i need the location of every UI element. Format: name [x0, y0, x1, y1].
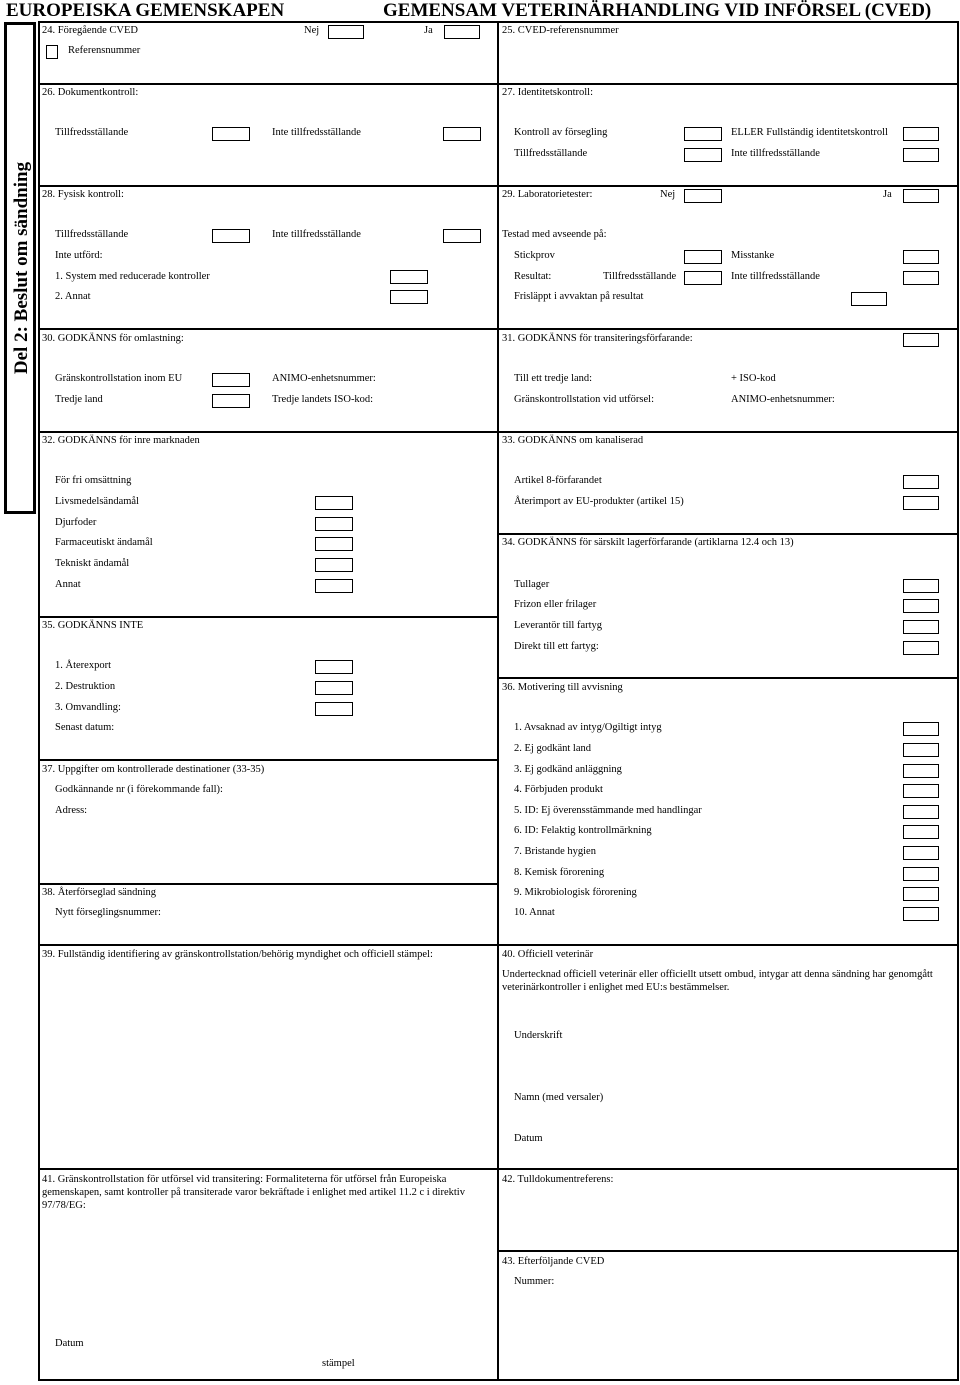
- rule-6: [38, 616, 498, 618]
- s29-notok-label: Inte tillfredsställande: [731, 271, 820, 282]
- s36-item-6-checkbox[interactable]: [903, 825, 939, 839]
- s33-reimport-checkbox[interactable]: [903, 496, 939, 510]
- rule-11: [38, 1168, 959, 1170]
- s32-food-checkbox[interactable]: [315, 496, 353, 510]
- s29-ja-checkbox[interactable]: [903, 189, 939, 203]
- s28-notok-checkbox[interactable]: [443, 229, 481, 243]
- header-right: GEMENSAM VETERINÄRHANDLING VID INFÖRSEL (CVED): [383, 0, 932, 21]
- s41-date-label: Datum: [55, 1338, 84, 1349]
- s36-item-5: 5. ID: Ej överensstämmande med handlingar: [514, 805, 702, 816]
- rule-2: [38, 185, 959, 187]
- s38-title: 38. Återförseglad sändning: [42, 887, 157, 898]
- s32-free-label: För fri omsättning: [55, 475, 132, 486]
- side-label: Del 2: Beslut om sändning: [11, 161, 32, 375]
- s28-reduced-checkbox[interactable]: [390, 270, 428, 284]
- rule-7: [498, 677, 959, 679]
- s24-ref-checkbox[interactable]: [46, 45, 58, 59]
- s32-feed-checkbox[interactable]: [315, 517, 353, 531]
- s42-title: 42. Tulldokumentreferens:: [502, 1174, 614, 1185]
- s24-ref-label: Referensnummer: [68, 45, 141, 56]
- s28-ok-checkbox[interactable]: [212, 229, 250, 243]
- s36-item-7-checkbox[interactable]: [903, 846, 939, 860]
- s41-stamp-label: stämpel: [322, 1358, 355, 1369]
- rule-9: [38, 883, 498, 885]
- s34-freezone-checkbox[interactable]: [903, 599, 939, 613]
- s29-nej-label: Nej: [660, 189, 676, 200]
- s24-title: 24. Föregående CVED: [42, 25, 138, 36]
- s30-bip-label: Gränskontrollstation inom EU: [55, 373, 183, 384]
- s36-item-6: 6. ID: Felaktig kontrollmärkning: [514, 825, 652, 836]
- s41-text: 41. Gränskontrollstation för utförsel vid transitering: Formaliteterna för utförsel från Europeiska gemenskapen, samt kontroller på transiterade varor bekräftade i enlighet med artikel 11.2 c i direktiv 97/78/EG:: [42, 1174, 465, 1211]
- s34-supplier-checkbox[interactable]: [903, 620, 939, 634]
- s32-title: 32. GODKÄNNS för inre marknaden: [42, 435, 200, 446]
- s34-customs-label: Tullager: [514, 579, 550, 590]
- s36-item-5-checkbox[interactable]: [903, 805, 939, 819]
- s31-iso-label: + ISO-kod: [731, 373, 776, 384]
- s34-title: 34. GODKÄNNS för särskilt lagerförfarande (artiklarna 12.4 och 13): [502, 537, 794, 548]
- s26-ok-checkbox[interactable]: [212, 127, 250, 141]
- s35-destruction-label: 2. Destruktion: [55, 681, 116, 692]
- s27-full-label: ELLER Fullständig identitetskontroll: [731, 127, 888, 138]
- s34-supplier-label: Leverantör till fartyg: [514, 620, 603, 631]
- s26-title: 26. Dokumentkontroll:: [42, 87, 139, 98]
- s40-statement: Undertecknad officiell veterinär eller officiellt utsett ombud, intygar att denna sändning har genomgått veterinärkontroller i enlighet med EU:s bestämmelser.: [502, 969, 933, 993]
- s26-notok-checkbox[interactable]: [443, 127, 481, 141]
- s30-bip-checkbox[interactable]: [212, 373, 250, 387]
- s36-item-4-checkbox[interactable]: [903, 784, 939, 798]
- s33-art8-checkbox[interactable]: [903, 475, 939, 489]
- s40-date-label: Datum: [514, 1133, 543, 1144]
- s40-name-label: Namn (med versaler): [514, 1092, 604, 1103]
- s27-ok-checkbox[interactable]: [684, 148, 722, 162]
- s26-ok-label: Tillfredsställande: [55, 127, 129, 138]
- s29-result-label: Resultat:: [514, 271, 552, 282]
- rule-5: [498, 533, 959, 535]
- s28-reduced-label: 1. System med reducerade kontroller: [55, 271, 210, 282]
- s33-reimport-label: Återimport av EU-produkter (artikel 15): [514, 496, 684, 507]
- s29-notok-checkbox[interactable]: [903, 271, 939, 285]
- s35-deadline-label: Senast datum:: [55, 722, 115, 733]
- s36-item-1-checkbox[interactable]: [903, 722, 939, 736]
- s37-approval-label: Godkännande nr (i förekommande fall):: [55, 784, 223, 795]
- s40-title: 40. Officiell veterinär: [502, 949, 594, 960]
- s35-reexport-checkbox[interactable]: [315, 660, 353, 674]
- s30-iso-label: Tredje landets ISO-kod:: [272, 394, 374, 405]
- s26-notok-label: Inte tillfredsställande: [272, 127, 361, 138]
- s40-signature-label: Underskrift: [514, 1030, 563, 1041]
- s28-other-checkbox[interactable]: [390, 290, 428, 304]
- s36-item-1: 1. Avsaknad av intyg/Ogiltigt intyg: [514, 722, 662, 733]
- s31-title: 31. GODKÄNNS för transiteringsförfarande:: [502, 333, 693, 344]
- rule-1: [38, 83, 959, 85]
- s36-item-2-checkbox[interactable]: [903, 743, 939, 757]
- s36-item-10-checkbox[interactable]: [903, 907, 939, 921]
- s34-direct-label: Direkt till ett fartyg:: [514, 641, 599, 652]
- s36-item-10: 10. Annat: [514, 907, 555, 918]
- s36-item-4: 4. Förbjuden produkt: [514, 784, 603, 795]
- s29-ok-checkbox[interactable]: [684, 271, 722, 285]
- s33-title: 33. GODKÄNNS om kanaliserad: [502, 435, 644, 446]
- s24-nej-checkbox[interactable]: [328, 25, 364, 39]
- s25-title: 25. CVED-referensnummer: [502, 25, 619, 36]
- rule-3: [38, 328, 959, 330]
- rule-10: [38, 944, 959, 946]
- s33-art8-label: Artikel 8-förfarandet: [514, 475, 602, 486]
- s29-released-checkbox[interactable]: [851, 292, 887, 306]
- s32-pharma-checkbox[interactable]: [315, 537, 353, 551]
- s36-item-3: 3. Ej godkänd anläggning: [514, 764, 622, 775]
- s29-released-label: Frisläppt i avvaktan på resultat: [514, 291, 644, 302]
- s30-title: 30. GODKÄNNS för omlastning:: [42, 333, 184, 344]
- s28-other-label: 2. Annat: [55, 291, 91, 302]
- s32-other-checkbox[interactable]: [315, 579, 353, 593]
- frame-right: [957, 22, 959, 1380]
- s24-nej-label: Nej: [304, 25, 320, 36]
- s36-item-7: 7. Bristande hygien: [514, 846, 596, 857]
- s35-reexport-label: 1. Återexport: [55, 660, 111, 671]
- s27-notok-label: Inte tillfredsställande: [731, 148, 820, 159]
- s30-animo-label: ANIMO-enhetsnummer:: [272, 373, 376, 384]
- header-left: EUROPEISKA GEMENSKAPEN: [6, 0, 285, 21]
- s29-suspect-label: Misstanke: [731, 250, 775, 261]
- s35-destruction-checkbox[interactable]: [315, 681, 353, 695]
- s36-title: 36. Motivering till avvisning: [502, 682, 623, 693]
- s35-transform-label: 3. Omvandling:: [55, 702, 121, 713]
- s28-notok-label: Inte tillfredsställande: [272, 229, 361, 240]
- s29-sample-label: Stickprov: [514, 250, 555, 261]
- s37-title: 37. Uppgifter om kontrollerade destinationer (33-35): [42, 764, 265, 775]
- s36-item-9-checkbox[interactable]: [903, 887, 939, 901]
- s36-item-2: 2. Ej godkänt land: [514, 743, 591, 754]
- s29-sample-checkbox[interactable]: [684, 250, 722, 264]
- s30-third-checkbox[interactable]: [212, 394, 250, 408]
- s32-feed-label: Djurfoder: [55, 517, 97, 528]
- s29-title: 29. Laboratorietester:: [502, 189, 593, 200]
- s30-third-label: Tredje land: [55, 394, 103, 405]
- s34-customs-checkbox[interactable]: [903, 579, 939, 593]
- s29-tested-label: Testad med avseende på:: [502, 229, 607, 240]
- s36-item-9: 9. Mikrobiologisk förorening: [514, 887, 637, 898]
- s31-third-label: Till ett tredje land:: [514, 373, 593, 384]
- s29-nej-checkbox[interactable]: [684, 189, 722, 203]
- s36-item-3-checkbox[interactable]: [903, 764, 939, 778]
- s27-notok-checkbox[interactable]: [903, 148, 939, 162]
- s35-transform-checkbox[interactable]: [315, 702, 353, 716]
- s27-full-checkbox[interactable]: [903, 127, 939, 141]
- rule-8: [38, 759, 498, 761]
- frame-left: [38, 22, 40, 1380]
- s31-exitbip-label: Gränskontrollstation vid utförsel:: [514, 394, 654, 405]
- s36-item-8: 8. Kemisk förorening: [514, 867, 605, 878]
- s27-ok-label: Tillfredsställande: [514, 148, 588, 159]
- s24-ja-label: Ja: [424, 25, 433, 36]
- s39-title: 39. Fullständig identifiering av gränskontrollstation/behörig myndighet och officiell stämpel:: [42, 949, 433, 960]
- s32-pharma-label: Farmaceutiskt ändamål: [55, 537, 153, 548]
- s43-number-label: Nummer:: [514, 1276, 555, 1287]
- s36-item-8-checkbox[interactable]: [903, 867, 939, 881]
- s29-ok-label: Tillfredsställande: [603, 271, 677, 282]
- s24-ja-checkbox[interactable]: [444, 25, 480, 39]
- s43-title: 43. Efterföljande CVED: [502, 1256, 605, 1267]
- s28-ok-label: Tillfredsställande: [55, 229, 129, 240]
- s34-freezone-label: Frizon eller frilager: [514, 599, 597, 610]
- s35-title: 35. GODKÄNNS INTE: [42, 620, 144, 631]
- s28-notdone-label: Inte utförd:: [55, 250, 103, 261]
- s31-checkbox[interactable]: [903, 333, 939, 347]
- s34-direct-checkbox[interactable]: [903, 641, 939, 655]
- rule-4: [38, 431, 959, 433]
- s28-title: 28. Fysisk kontroll:: [42, 189, 124, 200]
- s32-other-label: Annat: [55, 579, 81, 590]
- s29-suspect-checkbox[interactable]: [903, 250, 939, 264]
- s31-animo-label: ANIMO-enhetsnummer:: [731, 394, 835, 405]
- s32-food-label: Livsmedelsändamål: [55, 496, 139, 507]
- rule-12: [498, 1250, 959, 1252]
- s27-seal-checkbox[interactable]: [684, 127, 722, 141]
- s38-seal-label: Nytt förseglingsnummer:: [55, 907, 161, 918]
- s29-ja-label: Ja: [883, 189, 892, 200]
- s32-tech-checkbox[interactable]: [315, 558, 353, 572]
- s37-address-label: Adress:: [55, 805, 88, 816]
- column-divider: [497, 22, 499, 1380]
- s32-tech-label: Tekniskt ändamål: [55, 558, 130, 569]
- s27-title: 27. Identitetskontroll:: [502, 87, 593, 98]
- s27-seal-label: Kontroll av försegling: [514, 127, 608, 138]
